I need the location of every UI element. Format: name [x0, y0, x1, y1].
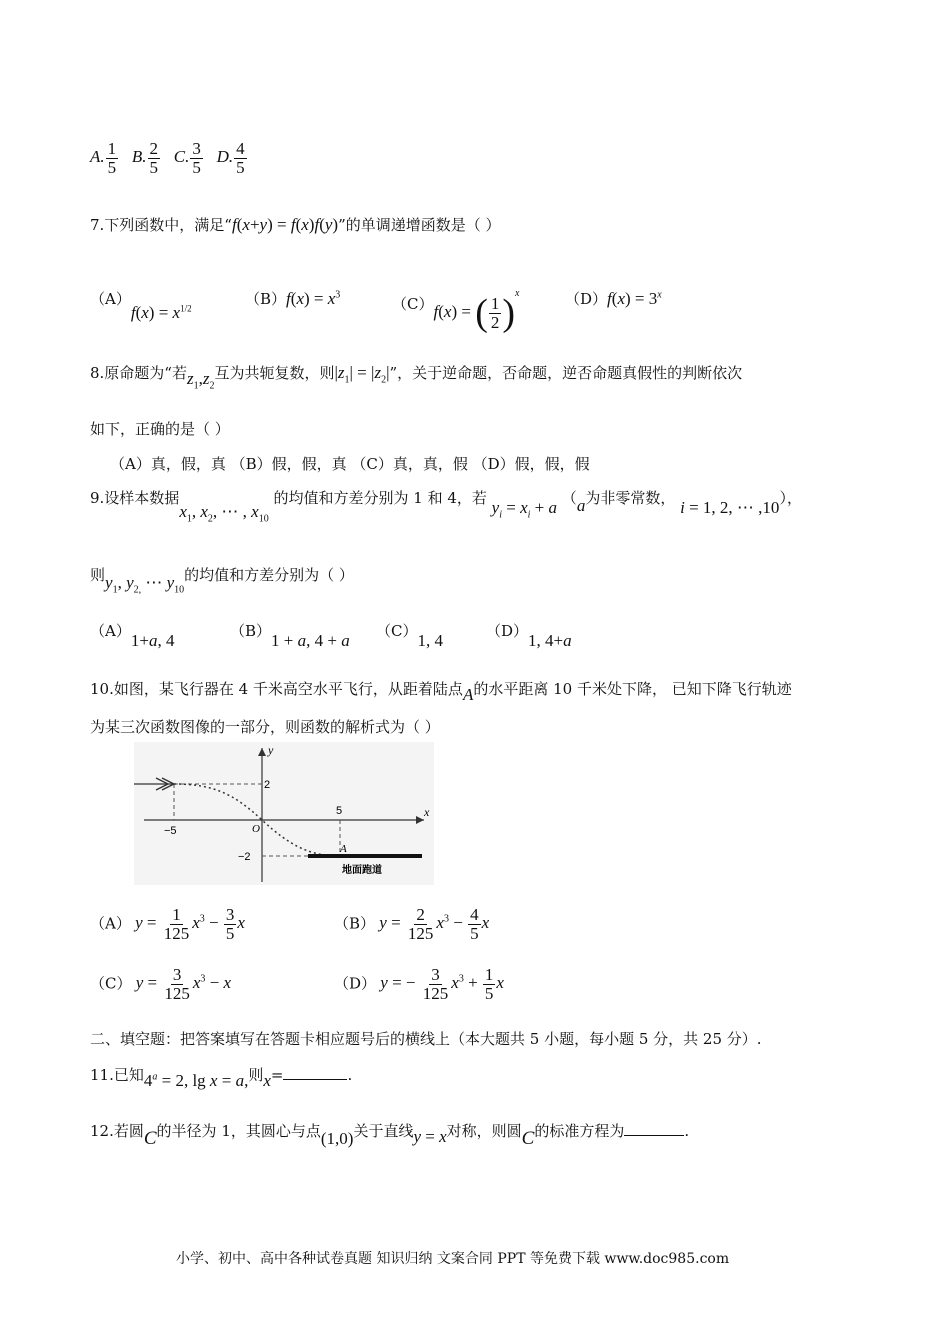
q12-answer-blank[interactable]	[624, 1121, 684, 1136]
q6-option-d: D. $\frac{4}{5}$	[216, 139, 245, 177]
q11-answer-blank[interactable]	[283, 1065, 347, 1080]
q8-options: （A）真，假，真 （B）假，假，真 （C）真，真，假 （D）假，假，假	[110, 455, 590, 473]
graph-runway-label: 地面跑道	[342, 865, 382, 876]
q8-stem: 8.原命题为“若$z_1,z_2$互为共轭复数，则$|z_1| = |z_2|$”，关于逆命题，否命题，逆否命题真假性的判断依次	[90, 363, 743, 392]
q9-option-b: （B）1 + a, 4 + a	[230, 622, 350, 650]
graph-tick-neg2: −2	[238, 851, 251, 863]
q10-option-d: （D） y = − $\frac{3}{125}$ $x^3$ + $\frac{1}{5}$ x	[334, 965, 504, 1003]
q6-option-c: C. $\frac{3}{5}$	[173, 139, 201, 177]
q10-option-a: （A） y = $\frac{1}{125}$ $x^3$ − $\frac{3}{5}$ x	[90, 905, 245, 943]
q10-option-b: （B） y = $\frac{2}{125}$ $x^3$ − $\frac{4}{5}$ x	[334, 905, 490, 943]
q6-option-a: A. $\frac{1}{5}$	[90, 139, 117, 177]
graph-y-label: y	[268, 743, 274, 757]
graph-point-a: A	[340, 843, 347, 855]
q9-option-a: （A）1+a, 4	[90, 622, 175, 650]
graph-x-label: x	[424, 805, 430, 819]
q12: 12.若圆C的半径为 1，其圆心与点(1,0)关于直线y = x对称，则圆C的标准方程为 .	[90, 1122, 690, 1149]
q9-option-c: （C）1, 4	[376, 622, 443, 650]
graph-tick-2: 2	[264, 779, 271, 791]
q7-option-c: （C）f(x) = ( $\frac{1}{2}$ )$^x$	[392, 288, 520, 334]
q9-stem: 9.设样本数据$x_1$, $x_2$, ⋯ , $x_{10}$ 的均值和方差分别为 1 和 4，若 $y_i = x_i + a$ （a为非零常数， i = 1, 2, ⋯ ,10），	[90, 489, 802, 525]
q9-option-d: （D）1, 4+a	[486, 622, 572, 650]
q6-option-b: B. $\frac{2}{5}$	[131, 139, 159, 177]
q11: 11.已知$4^a = 2$, lg x = a,则x= .	[90, 1066, 353, 1090]
q10-graph	[134, 742, 434, 885]
q10-option-c: （C） y = $\frac{3}{125}$ $x^3 - x$	[90, 965, 232, 1003]
q9-line2: 则$y_1$, $y_{2,}$ ⋯ $y_{10}$的均值和方差分别为（ ）	[90, 566, 354, 596]
q7-stem: 7.下列函数中，满足“f(x+y) = f(x)f(y)”的单调递增函数是（ ）	[90, 215, 501, 234]
q8-line2: 如下，正确的是（ ）	[90, 420, 230, 438]
graph-background	[134, 742, 434, 885]
q7-option-d: $(D)f(x) = 3^x$	[565, 289, 662, 308]
page-footer: 小学、初中、高中各种试卷真题 知识归纳 文案合同 PPT 等免费下载 www.doc985.com	[176, 1251, 730, 1267]
q7-option-b: $(B)f(x) = x^3$	[245, 289, 341, 308]
graph-tick-neg5: −5	[164, 825, 177, 837]
section-2-heading: 二、填空题：把答案填写在答题卡相应题号后的横线上（本大题共 5 小题，每小题 5 分，共 25 分）.	[90, 1030, 762, 1048]
q10-line2: 为某三次函数图像的一部分，则函数的解析式为（ ）	[90, 718, 440, 736]
q7-option-a: $(A)f(x) = x^{1/2}$	[90, 290, 192, 322]
q10-stem: 10.如图，某飞行器在 4 千米高空水平飞行，从距着陆点A的水平距离 10 千米处下降， 已知下降飞行轨迹	[90, 680, 792, 704]
q6-options	[90, 140, 248, 177]
graph-tick-5: 5	[336, 805, 343, 817]
graph-origin-label: O	[252, 823, 260, 835]
